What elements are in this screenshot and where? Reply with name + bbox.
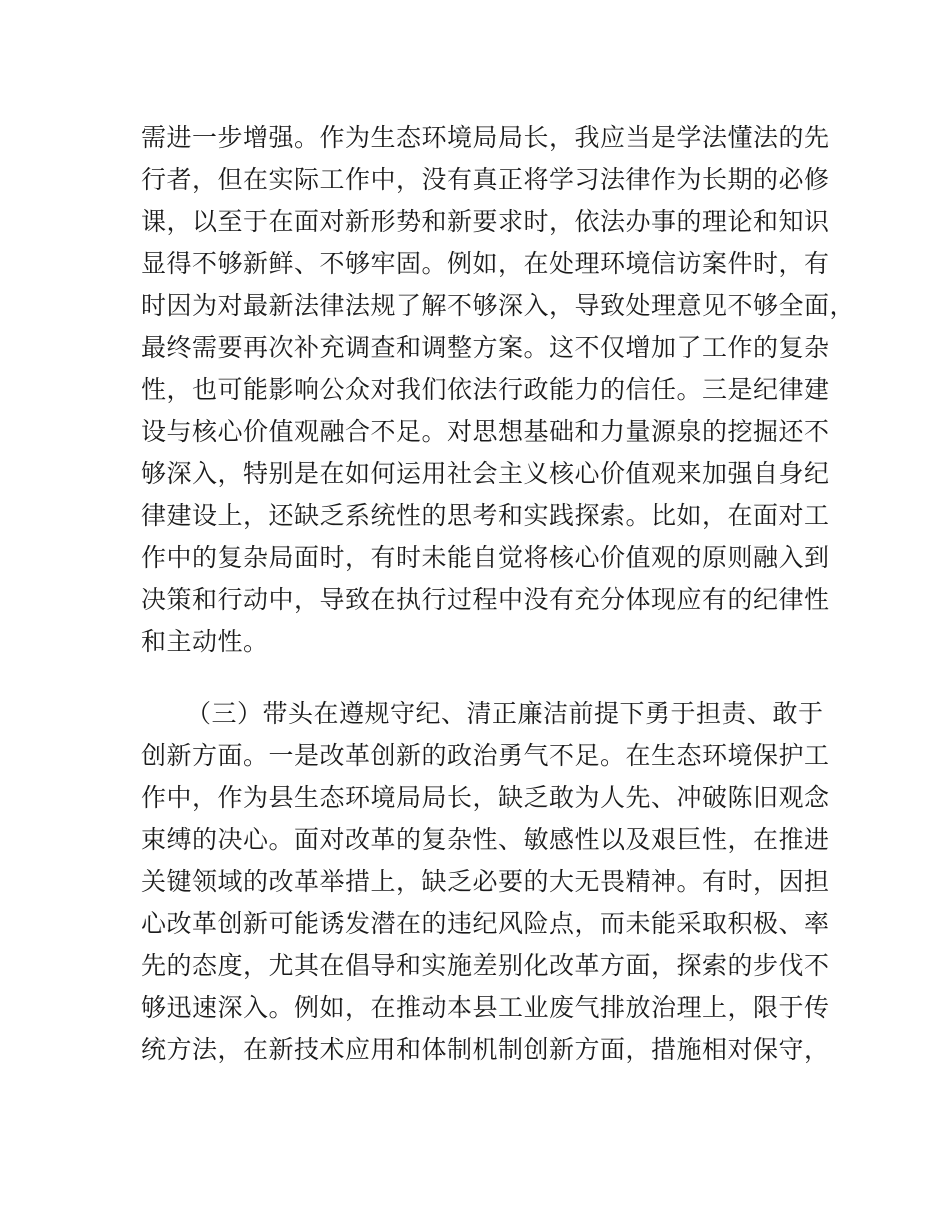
text-line: 设与核心价值观融合不足。对思想基础和力量源泉的挖掘还不 (141, 417, 830, 446)
text-line: 最终需要再次补充调查和调整方案。这不仅增加了工作的复杂 (141, 333, 830, 362)
text-line: 够深入，特别是在如何运用社会主义核心价值观来加强自身纪 (141, 459, 830, 488)
text-line: 心改革创新可能诱发潜在的违纪风险点，而未能采取积极、率 (141, 909, 830, 938)
text-line: 关键领域的改革举措上，缺乏必要的大无畏精神。有时，因担 (141, 867, 830, 896)
text-line: 行者，但在实际工作中，没有真正将学习法律作为长期的必修 (141, 165, 830, 194)
text-line: 需进一步增强。作为生态环境局局长，我应当是学法懂法的先 (141, 123, 830, 152)
text-line: 课，以至于在面对新形势和新要求时，依法办事的理论和知识 (141, 207, 830, 236)
text-line: 律建设上，还缺乏系统性的思考和实践探索。比如，在面对工 (141, 501, 830, 530)
text-line: 创新方面。一是改革创新的政治勇气不足。在生态环境保护工 (141, 741, 830, 770)
text-line: 作中的复杂局面时，有时未能自觉将核心价值观的原则融入到 (141, 543, 830, 572)
text-line: （三）带头在遵规守纪、清正廉洁前提下勇于担责、敢于 (186, 699, 824, 728)
text-line: 和主动性。 (141, 627, 269, 656)
text-line: 统方法，在新技术应用和体制机制创新方面，措施相对保守， (141, 1035, 830, 1064)
text-line: 先的态度，尤其在倡导和实施差别化改革方面，探索的步伐不 (141, 951, 830, 980)
text-line: 够迅速深入。例如，在推动本县工业废气排放治理上，限于传 (141, 993, 830, 1022)
text-line: 显得不够新鲜、不够牢固。例如，在处理环境信访案件时，有 (141, 249, 830, 278)
text-line: 决策和行动中，导致在执行过程中没有充分体现应有的纪律性 (141, 585, 830, 614)
text-line: 束缚的决心。面对改革的复杂性、敏感性以及艰巨性，在推进 (141, 825, 830, 854)
text-line: 时因为对最新法律法规了解不够深入，导致处理意见不够全面， (141, 291, 856, 320)
text-line: 作中，作为县生态环境局局长，缺乏敢为人先、冲破陈旧观念 (141, 783, 830, 812)
text-line: 性，也可能影响公众对我们依法行政能力的信任。三是纪律建 (141, 375, 830, 404)
